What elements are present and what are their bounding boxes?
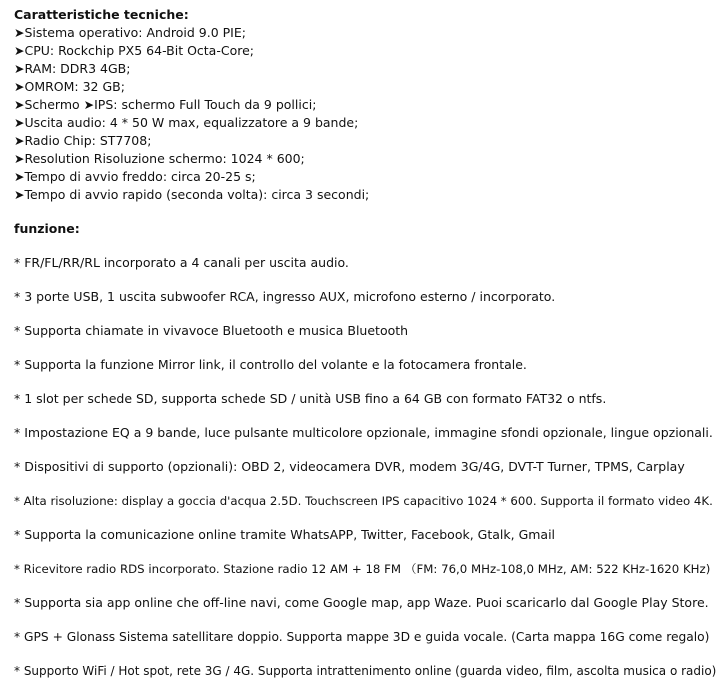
spec-item: ➤Uscita audio: 4 * 50 W max, equalizzatore a 9 bande;	[14, 115, 359, 130]
specs-heading: Caratteristiche tecniche:	[14, 7, 189, 22]
feature-item: * FR/FL/RR/RL incorporato a 4 canali per uscita audio.	[14, 255, 349, 270]
spec-item: ➤Resolution Risoluzione schermo: 1024 * 600;	[14, 151, 305, 166]
spec-item: ➤Tempo di avvio rapido (seconda volta): circa 3 secondi;	[14, 187, 370, 202]
arrow-bullet-icon: ➤	[14, 169, 25, 184]
functions-heading: funzione:	[14, 221, 80, 236]
arrow-bullet-icon: ➤	[14, 43, 25, 58]
feature-item: * Ricevitore radio RDS incorporato. Stazione radio 12 AM + 18 FM （FM: 76,0 MHz-108,0 MHz, AM: 522 KHz-1620 KHz)	[14, 562, 711, 576]
spec-item: ➤CPU: Rockchip PX5 64-Bit Octa-Core;	[14, 43, 254, 58]
feature-item: * Supporto WiFi / Hot spot, rete 3G / 4G. Supporta intrattenimento online (guarda video, film, ascolta musica o radio)	[14, 664, 717, 678]
spec-item: ➤Sistema operativo: Android 9.0 PIE;	[14, 25, 246, 40]
spec-item: ➤Schermo ➤IPS: schermo Full Touch da 9 pollici;	[14, 97, 317, 112]
arrow-bullet-icon: ➤	[14, 133, 25, 148]
arrow-bullet-icon: ➤	[14, 25, 25, 40]
feature-item: * Dispositivi di supporto (opzionali): OBD 2, videocamera DVR, modem 3G/4G, DVT-T Turner, TPMS, Carplay	[14, 459, 685, 474]
arrow-bullet-icon: ➤	[14, 61, 25, 76]
arrow-bullet-icon: ➤	[14, 97, 25, 112]
feature-item: * 1 slot per schede SD, supporta schede SD / unità USB fino a 64 GB con formato FAT32 o ntfs.	[14, 391, 607, 406]
feature-item: * Supporta la comunicazione online tramite WhatsAPP, Twitter, Facebook, Gtalk, Gmail	[14, 527, 556, 542]
feature-item: * 3 porte USB, 1 uscita subwoofer RCA, ingresso AUX, microfono esterno / incorporato.	[14, 289, 556, 304]
spec-item: ➤OMROM: 32 GB;	[14, 79, 125, 94]
feature-item: * GPS + Glonass Sistema satellitare doppio. Supporta mappe 3D e guida vocale. (Carta mappa 16G come regalo)	[14, 630, 710, 644]
feature-item: * Supporta chiamate in vivavoce Bluetooth e musica Bluetooth	[14, 323, 409, 338]
spec-item: ➤Tempo di avvio freddo: circa 20-25 s;	[14, 169, 256, 184]
spec-item: ➤Radio Chip: ST7708;	[14, 133, 152, 148]
functions-list	[14, 254, 719, 680]
spec-item: ➤RAM: DDR3 4GB;	[14, 61, 131, 76]
arrow-bullet-icon: ➤	[14, 187, 25, 202]
product-description	[14, 0, 719, 696]
feature-item: * Alta risoluzione: display a goccia d'acqua 2.5D. Touchscreen IPS capacitivo 1024 * 600. Supporta il formato video 4K.	[14, 494, 713, 508]
feature-item: * Supporta la funzione Mirror link, il controllo del volante e la fotocamera frontale.	[14, 357, 527, 372]
feature-item: * Supporta sia app online che off-line navi, come Google map, app Waze. Puoi scaricarlo dal Google Play Store.	[14, 595, 709, 610]
specs-list	[14, 24, 719, 204]
arrow-bullet-icon: ➤	[14, 79, 25, 94]
feature-item: * Impostazione EQ a 9 bande, luce pulsante multicolore opzionale, immagine sfondi opzionale, lingue opzionali.	[14, 425, 713, 440]
arrow-bullet-icon: ➤	[14, 115, 25, 130]
arrow-bullet-icon: ➤	[14, 151, 25, 166]
